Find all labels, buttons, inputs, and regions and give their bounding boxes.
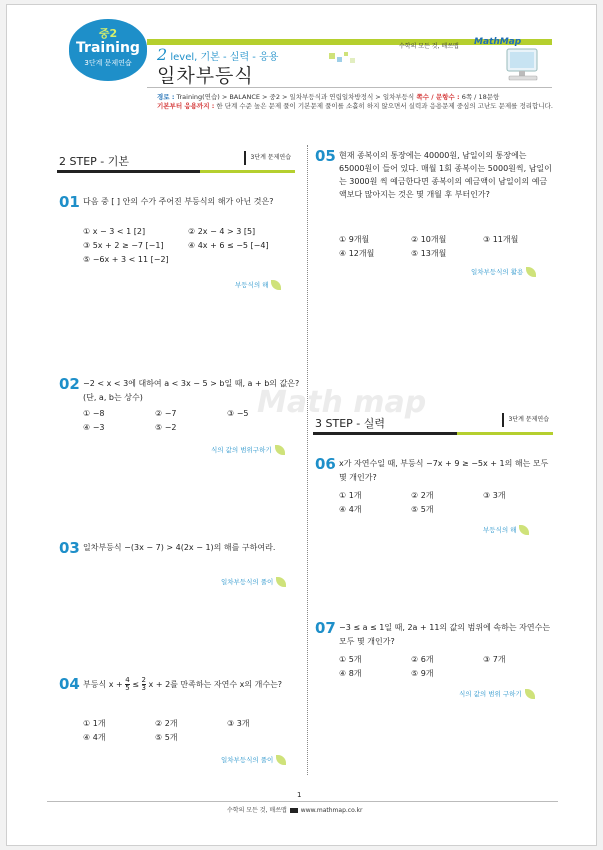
leaf-icon (525, 689, 535, 699)
footer-slogan: 수학의 모든 것, 매쓰맵 (227, 807, 287, 814)
hint-text: 부등식의 해 (483, 526, 517, 534)
hint-text: 일차부등식의 풀이 (221, 756, 274, 764)
option-4[interactable]: ④ 8개 (339, 669, 362, 678)
step3-header (313, 413, 553, 435)
path-value: Training(연습) > BALANCE > 중2 > 일차부등식과 연립일차방정식 > 일차부등식 (174, 93, 415, 101)
option-2[interactable]: ② 2개 (155, 719, 178, 728)
hint-q6 (483, 525, 529, 535)
leaf-icon (275, 445, 285, 455)
option-5[interactable]: ⑤ 5개 (155, 733, 178, 742)
hint-q3 (221, 577, 286, 587)
fraction-4-5 (125, 677, 129, 692)
step3-rule (313, 432, 553, 435)
hint-text: 일차부등식의 활용 (471, 268, 524, 276)
page-number: 1 (297, 791, 302, 799)
option-2[interactable]: ② 10개월 (411, 235, 447, 244)
question-number: 03 (59, 539, 80, 557)
footer-rule (47, 801, 558, 802)
count-label: 쪽수 / 문항수 : (414, 93, 460, 101)
option-2[interactable]: ② 2개 (411, 491, 434, 500)
option-2[interactable]: ② 6개 (411, 655, 434, 664)
hint-text: 식의 값의 범위구하기 (211, 446, 272, 454)
question-number: 04 (59, 675, 80, 693)
fraction-2-3 (142, 677, 146, 692)
option-1[interactable]: ① 1개 (339, 491, 362, 500)
question-2 (59, 377, 299, 447)
option-5[interactable]: ⑤ −6x + 3 < 11 [−2] (83, 255, 169, 264)
question-number: 05 (315, 147, 336, 165)
leaf-icon (526, 267, 536, 277)
question-text: 다음 중 [ ] 안의 수가 주어진 부등식의 해가 아닌 것은? (83, 197, 274, 206)
footer-square-icon (290, 808, 298, 813)
level-number: 2 (157, 45, 168, 64)
option-5[interactable]: ⑤ −2 (155, 423, 177, 432)
header-rule (147, 87, 552, 88)
question-text-part: x + 2를 만족하는 자연수 x의 개수는? (148, 680, 283, 689)
question-6 (315, 457, 555, 527)
brand-logo: MathMap (474, 37, 522, 47)
option-3[interactable]: ③ 11개월 (483, 235, 519, 244)
option-5[interactable]: ⑤ 13개월 (411, 249, 447, 258)
footer (227, 805, 363, 814)
question-5 (315, 149, 555, 259)
badge-grade: 중2 (98, 27, 118, 40)
hint-q2 (211, 445, 285, 455)
hint-q5 (471, 267, 536, 277)
hint-q4 (221, 755, 286, 765)
badge-title: Training (76, 40, 140, 56)
question-number: 07 (315, 619, 336, 637)
step3-tag: 3단계 문제연습 (502, 413, 553, 427)
option-3[interactable]: ③ 7개 (483, 655, 506, 664)
question-number: 02 (59, 375, 80, 393)
step2-label: 2 STEP - 기본 (59, 155, 129, 168)
fraction-numerator: 2 (141, 676, 146, 684)
question-number: 06 (315, 455, 336, 473)
leaf-icon (271, 280, 281, 290)
fraction-denominator: 3 (141, 684, 146, 692)
step2-header (57, 151, 295, 173)
level-text: level, 기본 - 실력 - 응용 (167, 52, 279, 63)
option-4[interactable]: ④ −3 (83, 423, 105, 432)
option-4[interactable]: ④ 4x + 6 ≤ −5 [−4] (188, 241, 269, 250)
option-3[interactable]: ③ 5x + 2 ≥ −7 [−1] (83, 241, 164, 250)
count-value: 6쪽 / 18문항 (459, 93, 500, 101)
watermark: Math map (257, 385, 427, 420)
question-4 (59, 677, 299, 757)
hint-q7 (459, 689, 535, 699)
range-label: 기본부터 응용까지 : (157, 102, 215, 110)
hint-text: 식의 값의 범위 구하기 (459, 690, 522, 698)
question-text: 일차부등식 −(3x − 7) > 4(2x − 1)의 해를 구하여라. (83, 543, 276, 552)
question-7 (315, 621, 555, 691)
hint-text: 부등식의 해 (235, 281, 269, 289)
question-text-part: 부등식 x + (83, 680, 123, 689)
option-4[interactable]: ④ 4개 (339, 505, 362, 514)
question-text-part: ≤ (132, 680, 139, 689)
question-text: x가 자연수일 때, 부등식 −7x + 9 ≥ −5x + 1의 해는 모두 몇 개인가? (339, 459, 549, 482)
decorative-squares-icon (327, 51, 357, 65)
step3-label: 3 STEP - 실력 (315, 417, 385, 430)
option-4[interactable]: ④ 4개 (83, 733, 106, 742)
option-2[interactable]: ② 2x − 4 > 3 [5] (188, 227, 256, 236)
fraction-numerator: 4 (125, 676, 130, 684)
question-text: −2 < x < 3에 대하여 a < 3x − 5 > b일 때, a + b의 값은? (단, a, b는 상수) (83, 379, 300, 402)
option-5[interactable]: ⑤ 5개 (411, 505, 434, 514)
footer-url[interactable]: www.mathmap.co.kr (300, 807, 363, 814)
question-number: 01 (59, 193, 80, 211)
leaf-icon (519, 525, 529, 535)
hint-q1 (235, 280, 281, 290)
option-3[interactable]: ③ 3개 (483, 491, 506, 500)
grade-badge (69, 19, 147, 81)
option-1[interactable]: ① 1개 (83, 719, 106, 728)
option-4[interactable]: ④ 12개월 (339, 249, 375, 258)
option-1[interactable]: ① 9개월 (339, 235, 370, 244)
question-text: −3 ≤ a ≤ 1일 때, 2a + 11의 값의 범위에 속하는 자연수는 모두 몇 개인가? (339, 623, 551, 646)
option-3[interactable]: ③ −5 (227, 409, 249, 418)
step2-rule (57, 170, 295, 173)
question-3 (59, 541, 299, 581)
option-1[interactable]: ① −8 (83, 409, 105, 418)
question-text: 현재 종복이의 통장에는 40000원, 남일이의 통장에는 65000원이 들어 있다. 매월 1회 종복이는 5000원씩, 남일이는 3000원 씩 예금한다면 종복이의 예금액이 남일이의 예금액보다 많아지는 것은 몇 개월 후 부터인가? (339, 151, 552, 199)
brand-slogan: 수학의 모든 것, 매쓰맵 (399, 43, 459, 50)
range-value: 한 단계 수준 높은 문제 풀이 기본문제 풀이를 소홀히 하지 않으면서 실력과 응용문제 중심의 고난도 문제를 정리합니다. (214, 102, 553, 110)
option-2[interactable]: ② −7 (155, 409, 177, 418)
computer-monitor-icon (501, 47, 545, 83)
path-label: 경로 : (157, 93, 175, 101)
option-1[interactable]: ① 5개 (339, 655, 362, 664)
leaf-icon (276, 755, 286, 765)
worksheet-info (157, 93, 557, 111)
leaf-icon (276, 577, 286, 587)
page-title: 일차부등식 (157, 65, 254, 87)
step2-tag: 3단계 문제연습 (244, 151, 295, 165)
option-3[interactable]: ③ 3개 (227, 719, 250, 728)
badge-subtitle: 3단계 문제연습 (84, 59, 132, 67)
question-text (83, 677, 308, 692)
fraction-denominator: 5 (125, 684, 130, 692)
worksheet-page (6, 4, 597, 846)
option-5[interactable]: ⑤ 9개 (411, 669, 434, 678)
option-1[interactable]: ① x − 3 < 1 [2] (83, 227, 146, 236)
hint-text: 일차부등식의 풀이 (221, 578, 274, 586)
